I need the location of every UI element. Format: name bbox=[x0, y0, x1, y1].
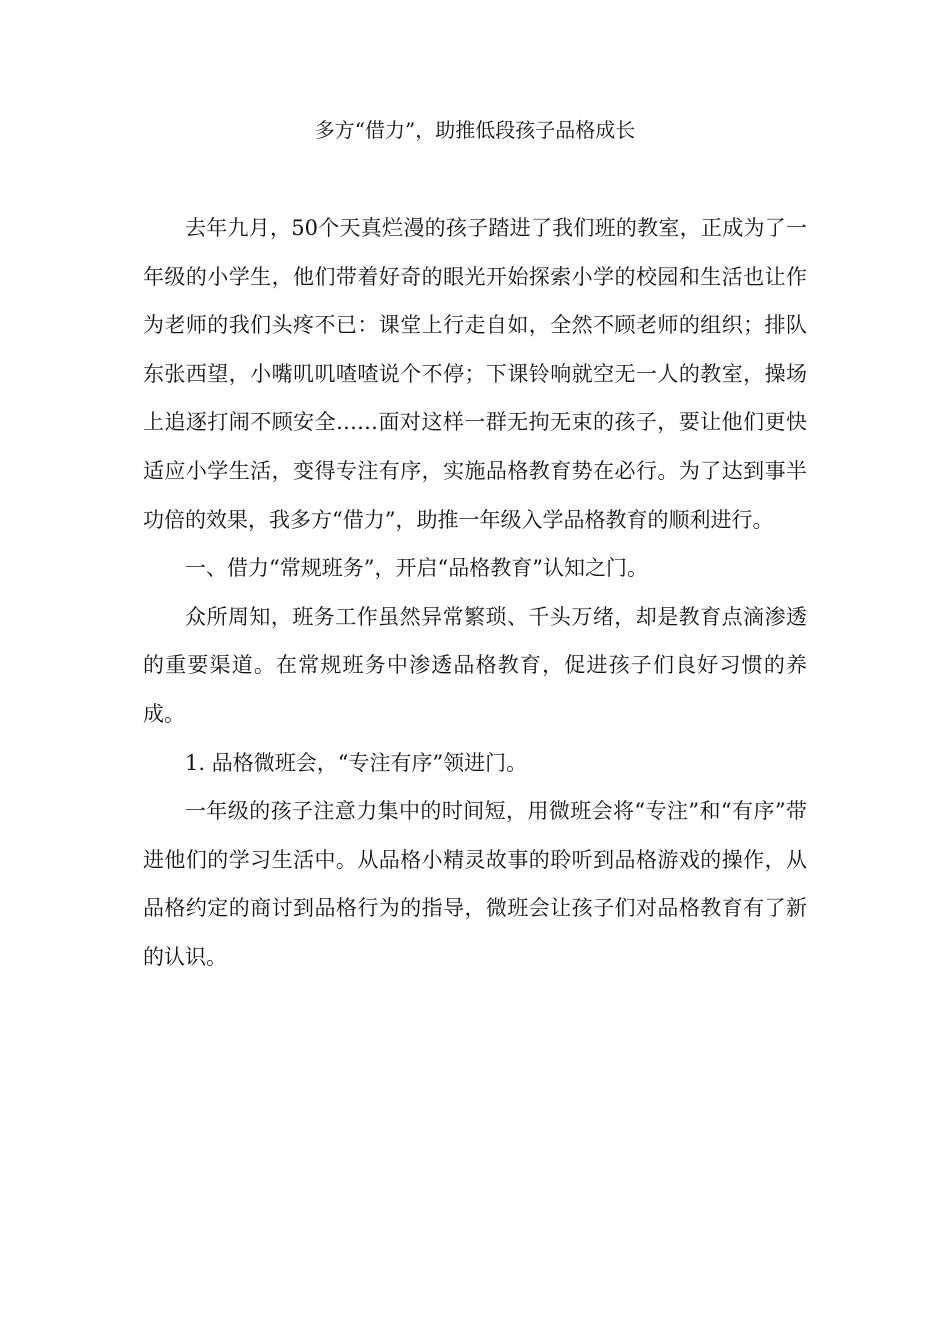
subsection-heading-1: 1. 品格微班会，“专注有序”领进门。 bbox=[185, 750, 528, 775]
document-body bbox=[143, 204, 807, 982]
section-heading-1: 一、借力“常规班务”，开启“品格教育”认知之门。 bbox=[185, 556, 648, 581]
paragraph-intro: 去年九月，50个天真烂漫的孩子踏进了我们班的教室，正成为了一年级的小学生，他们带着好奇的眼光开始探索小学的校园和生活也让作为老师的我们头疼不已：课堂上行走自如，全然不顾老师的组织；排队东张西望，小嘴叽叽喳喳说个不停；下课铃响就空无一人的教室，操场上追逐打闹不顾安全……面对这样一群无拘无束的孩子，要让他们更快适应小学生活，变得专注有序，实施品格教育势在必行。为了达到事半功倍的效果，我多方“借力”，助推一年级入学品格教育的顺利进行。 bbox=[143, 216, 807, 532]
document-title: 多方“借力”，助推低段孩子品格成长 bbox=[314, 118, 636, 142]
paragraph-subsection-1: 一年级的孩子注意力集中的时间短，用微班会将“专注”和“有序”带进他们的学习生活中。从品格小精灵故事的聆听到品格游戏的操作，从品格约定的商讨到品格行为的指导，微班会让孩子们对品格教育有了新的认识。 bbox=[143, 799, 807, 969]
paragraph-section-1: 众所周知，班务工作虽然异常繁琐、千头万绪，却是教育点滴渗透的重要渠道。在常规班务中渗透品格教育，促进孩子们良好习惯的养成。 bbox=[143, 604, 807, 726]
